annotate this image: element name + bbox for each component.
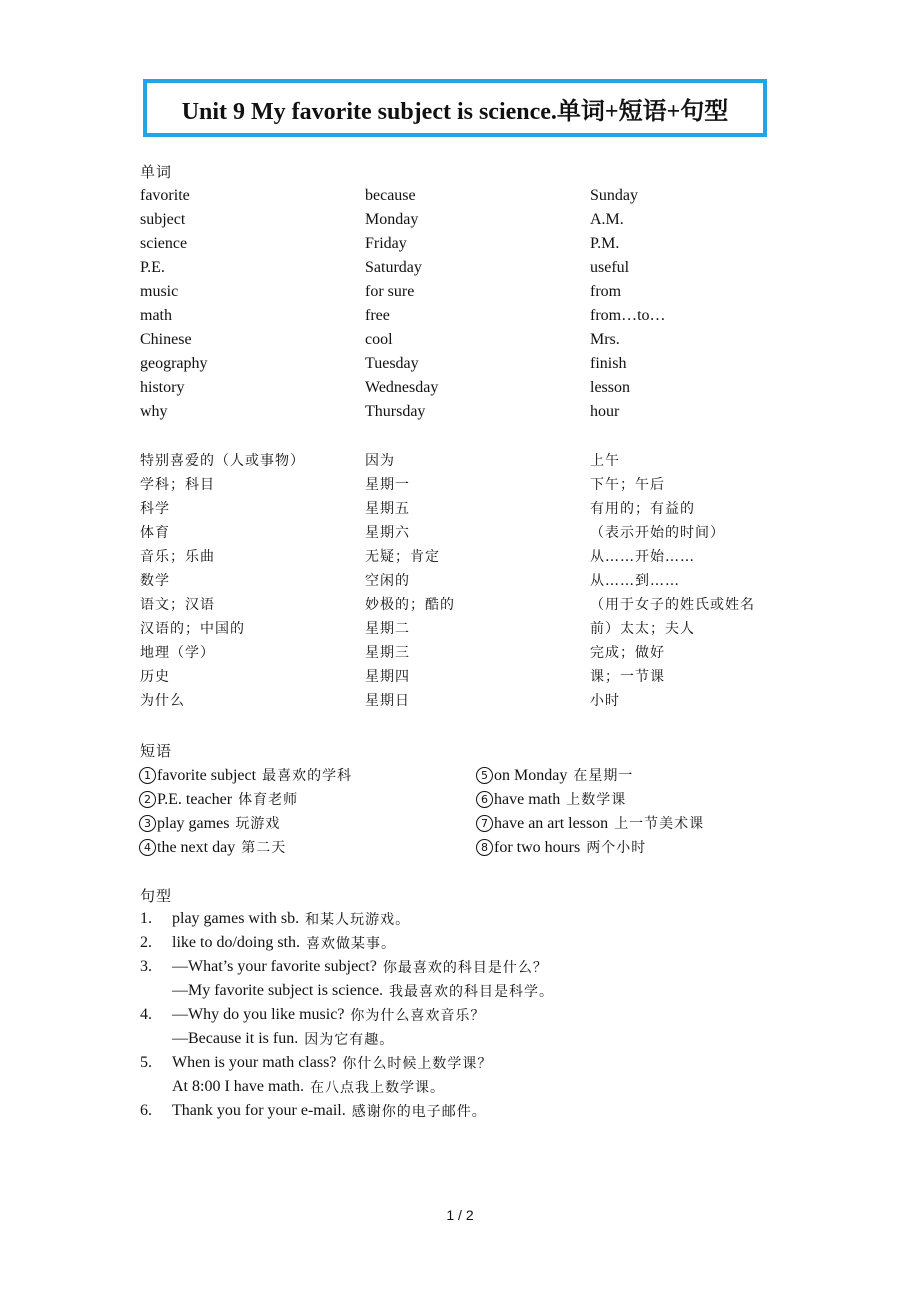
- vocab-meaning: 空闲的: [365, 573, 410, 589]
- vocab-word: subject: [140, 211, 186, 228]
- vocab-meaning-row: [140, 688, 810, 712]
- circled-number: 5: [476, 767, 493, 784]
- phrase-item: [476, 789, 776, 809]
- sentence-english: When is your math class?: [172, 1054, 337, 1071]
- phrase-english: have math: [494, 791, 561, 808]
- sentence-english: At 8:00 I have math.: [172, 1078, 304, 1095]
- phrase-item: [139, 789, 476, 809]
- vocab-meaning: 下午；午后: [590, 477, 665, 493]
- vocab-word: science: [140, 235, 188, 252]
- sentence-item: [140, 1099, 554, 1123]
- vocab-word: A.M.: [590, 211, 624, 228]
- vocab-word: finish: [590, 355, 627, 372]
- phrase-chinese: 两个小时: [586, 840, 647, 856]
- vocab-word: why: [140, 403, 168, 420]
- vocab-meaning: 前）太太；夫人: [590, 621, 695, 637]
- vocab-meaning: 学科；科目: [140, 477, 215, 493]
- vocab-meaning: 特别喜爱的（人或事物）: [140, 453, 305, 469]
- vocab-meaning: 星期日: [365, 693, 410, 709]
- sentence-item: [140, 1027, 554, 1051]
- sentence-english: Thank you for your e-mail.: [172, 1102, 346, 1119]
- sentence-chinese: 你最喜欢的科目是什么？: [382, 960, 548, 976]
- vocab-meaning: 汉语的；中国的: [140, 621, 245, 637]
- sentence-number: 6.: [140, 1102, 152, 1119]
- phrase-english: P.E. teacher: [157, 791, 233, 808]
- vocab-english-grid: [140, 184, 810, 424]
- circled-number: 2: [139, 791, 156, 808]
- vocab-row: [140, 232, 810, 256]
- vocab-meaning: 课；一节课: [590, 669, 665, 685]
- vocab-word: Monday: [365, 211, 419, 228]
- vocab-row: [140, 376, 810, 400]
- vocab-word: history: [140, 379, 185, 396]
- circled-number: 6: [476, 791, 493, 808]
- vocab-row: [140, 184, 810, 208]
- vocab-word: cool: [365, 331, 393, 348]
- vocab-meaning: 音乐；乐曲: [140, 549, 215, 565]
- phrase-item: [139, 765, 476, 785]
- vocab-meaning-row: [140, 664, 810, 688]
- vocab-word: from: [590, 283, 622, 300]
- vocab-meaning: 上午: [590, 453, 620, 469]
- vocab-meaning: 体育: [140, 525, 170, 541]
- sentence-item: [140, 1051, 554, 1075]
- vocab-meaning: 科学: [140, 501, 170, 517]
- phrase-english: on Monday: [494, 767, 568, 784]
- phrase-chinese: 在星期一: [573, 768, 634, 784]
- phrase-chinese: 上一节美术课: [614, 816, 705, 832]
- sentence-number: 1.: [140, 910, 152, 927]
- vocab-meaning: （表示开始的时间）: [590, 525, 725, 541]
- vocab-word: Wednesday: [365, 379, 439, 396]
- vocab-word: math: [140, 307, 172, 324]
- sentence-item: [140, 931, 554, 955]
- vocab-word: music: [140, 283, 179, 300]
- phrase-english: favorite subject: [157, 767, 257, 784]
- vocab-meaning: 地理（学）: [140, 645, 215, 661]
- vocab-word: free: [365, 307, 390, 324]
- vocab-word: favorite: [140, 187, 190, 204]
- vocab-meaning: 语文；汉语: [140, 597, 215, 613]
- circled-number: 8: [476, 839, 493, 856]
- vocab-meaning: 星期二: [365, 621, 410, 637]
- vocab-meaning: 数学: [140, 573, 170, 589]
- vocab-row: [140, 280, 810, 304]
- vocab-word: Saturday: [365, 259, 422, 276]
- phrase-chinese: 体育老师: [238, 792, 299, 808]
- sentence-english: —What’s your favorite subject?: [172, 958, 377, 975]
- vocab-row: [140, 352, 810, 376]
- vocab-word: Chinese: [140, 331, 192, 348]
- sentence-number: 5.: [140, 1054, 152, 1071]
- vocab-row: [140, 256, 810, 280]
- phrase-item: [476, 837, 776, 857]
- page-title: Unit 9 My favorite subject is science.单词+短语+句型: [181, 98, 729, 125]
- vocab-meaning: 因为: [365, 453, 395, 469]
- sentence-number: 2.: [140, 934, 152, 951]
- vocab-meaning-row: [140, 496, 810, 520]
- vocab-word: Mrs.: [590, 331, 620, 348]
- vocab-chinese-grid: [140, 448, 810, 712]
- phrase-chinese: 最喜欢的学科: [262, 768, 353, 784]
- sentence-chinese: 感谢你的电子邮件。: [351, 1104, 487, 1120]
- vocab-meaning: 星期四: [365, 669, 410, 685]
- phrase-english: for two hours: [494, 839, 581, 856]
- vocab-word: P.E.: [140, 259, 165, 276]
- sentence-english: like to do/doing sth.: [172, 934, 300, 951]
- vocab-meaning-row: [140, 520, 810, 544]
- vocab-word: lesson: [590, 379, 630, 396]
- phrases-grid: [139, 763, 776, 859]
- phrase-item: [476, 813, 776, 833]
- phrase-chinese: 玩游戏: [235, 816, 281, 832]
- vocab-meaning-row: [140, 592, 810, 616]
- title-box: [143, 79, 767, 137]
- vocab-word: useful: [590, 259, 630, 276]
- sentences-list: [140, 907, 554, 1123]
- vocab-heading: 单词: [140, 163, 173, 181]
- vocab-word: geography: [140, 355, 208, 372]
- sentence-chinese: 在八点我上数学课。: [309, 1080, 445, 1096]
- vocab-meaning: 妙极的；酷的: [365, 597, 455, 613]
- vocab-meaning: 从……到……: [590, 573, 680, 589]
- circled-number: 3: [139, 815, 156, 832]
- sentence-item: [140, 1075, 554, 1099]
- phrase-row: [139, 787, 776, 811]
- vocab-row: [140, 400, 810, 424]
- phrase-row: [139, 763, 776, 787]
- page-number: 1 / 2: [446, 1207, 474, 1223]
- phrase-chinese: 上数学课: [566, 792, 627, 808]
- vocab-meaning-row: [140, 472, 810, 496]
- vocab-meaning: 星期五: [365, 501, 410, 517]
- vocab-meaning: 星期一: [365, 477, 410, 493]
- vocab-word: Sunday: [590, 187, 638, 204]
- sentence-chinese: 因为它有趣。: [304, 1032, 395, 1048]
- sentence-chinese: 我最喜欢的科目是科学。: [389, 984, 555, 1000]
- vocab-meaning-row: [140, 616, 810, 640]
- sentence-chinese: 你什么时候上数学课？: [342, 1056, 493, 1072]
- vocab-meaning: 完成；做好: [590, 645, 665, 661]
- vocab-meaning: 小时: [590, 693, 620, 709]
- vocab-meaning-row: [140, 568, 810, 592]
- vocab-meaning-row: [140, 640, 810, 664]
- vocab-meaning: 历史: [140, 669, 170, 685]
- vocab-meaning: 从……开始……: [590, 549, 695, 565]
- sentence-chinese: 喜欢做某事。: [306, 936, 396, 952]
- phrase-english: the next day: [157, 839, 236, 856]
- vocab-meaning: 星期六: [365, 525, 410, 541]
- vocab-word: for sure: [365, 283, 415, 300]
- sentence-english: —Why do you like music?: [172, 1006, 345, 1023]
- sentence-item: [140, 955, 554, 979]
- vocab-meaning: 为什么: [140, 693, 185, 709]
- vocab-word: Tuesday: [365, 355, 419, 372]
- vocab-meaning: 无疑；肯定: [365, 549, 440, 565]
- phrase-item: [476, 765, 776, 785]
- circled-number: 1: [139, 767, 156, 784]
- phrase-row: [139, 835, 776, 859]
- vocab-meaning: （用于女子的姓氏或姓名: [590, 597, 755, 613]
- sentence-english: —Because it is fun.: [172, 1030, 299, 1047]
- sentence-chinese: 你为什么喜欢音乐？: [350, 1008, 486, 1024]
- sentence-item: [140, 979, 554, 1003]
- vocab-word: from…to…: [590, 307, 666, 324]
- sentence-item: [140, 907, 554, 931]
- sentence-english: play games with sb.: [172, 910, 300, 927]
- vocab-word: Friday: [365, 235, 407, 252]
- phrase-item: [139, 813, 476, 833]
- vocab-meaning-row: [140, 544, 810, 568]
- sentence-chinese: 和某人玩游戏。: [305, 912, 411, 928]
- sentence-number: 4.: [140, 1006, 152, 1023]
- vocab-row: [140, 304, 810, 328]
- phrases-heading: 短语: [140, 742, 173, 760]
- phrase-item: [139, 837, 476, 857]
- sentence-item: [140, 1003, 554, 1027]
- vocab-word: Thursday: [365, 403, 426, 420]
- phrase-row: [139, 811, 776, 835]
- phrase-english: play games: [157, 815, 230, 832]
- sentence-number: 3.: [140, 958, 152, 975]
- vocab-meaning: 有用的；有益的: [590, 501, 695, 517]
- vocab-meaning-row: [140, 448, 810, 472]
- phrase-chinese: 第二天: [241, 840, 287, 856]
- vocab-row: [140, 208, 810, 232]
- vocab-word: P.M.: [590, 235, 620, 252]
- circled-number: 7: [476, 815, 493, 832]
- vocab-row: [140, 328, 810, 352]
- vocab-word: because: [365, 187, 416, 204]
- circled-number: 4: [139, 839, 156, 856]
- vocab-word: hour: [590, 403, 620, 420]
- phrase-english: have an art lesson: [494, 815, 609, 832]
- sentence-english: —My favorite subject is science.: [172, 982, 384, 999]
- sentences-heading: 句型: [140, 887, 173, 905]
- vocab-meaning: 星期三: [365, 645, 410, 661]
